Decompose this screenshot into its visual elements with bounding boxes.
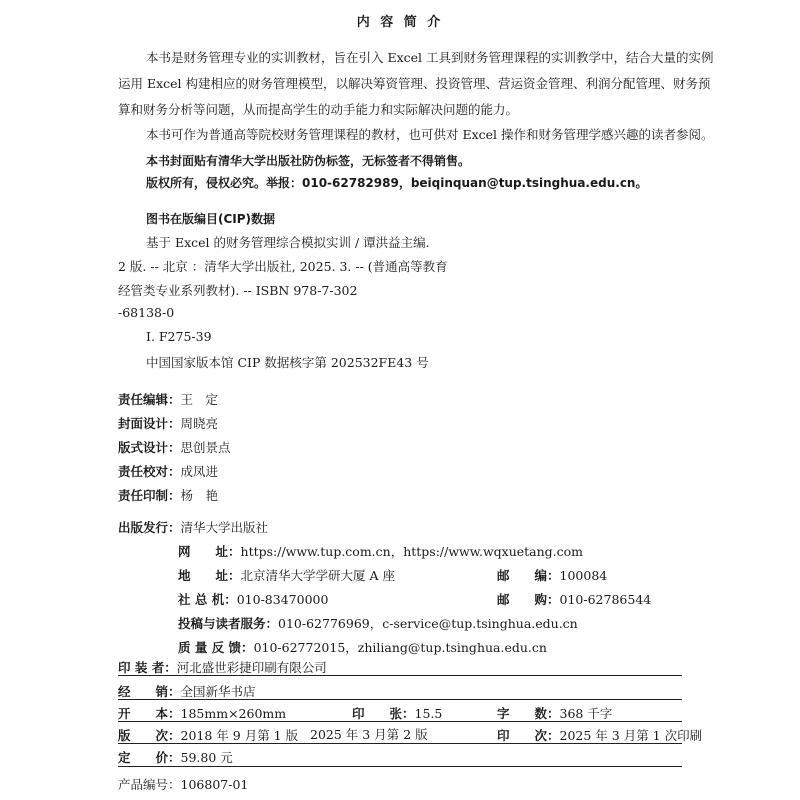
product-code-label: 产品编号： xyxy=(118,777,181,792)
sheets-row xyxy=(352,703,442,722)
divider-line xyxy=(118,766,682,767)
intro-line-3: 算和财务分析等问题，从而提高学生的动手能力和实际解决问题的能力。 xyxy=(118,102,519,117)
printing-row xyxy=(497,725,702,744)
format-value: 185mm×260mm xyxy=(180,706,287,721)
cip-line-2: 2 版. -- 北京 ：清华大学出版社, 2025. 3. -- (普通高等教育 xyxy=(118,259,448,274)
address-value: 北京清华大学学研大厦 A 座 xyxy=(240,568,395,583)
credit-cover-design xyxy=(118,413,218,432)
website-label: 网 址： xyxy=(178,544,241,559)
product-code-row xyxy=(118,774,248,793)
edition-label: 版 次： xyxy=(118,728,181,743)
cip-line-3: 经管类专业系列教材). -- ISBN 978-7-302 xyxy=(118,283,358,298)
divider-line xyxy=(118,699,682,700)
credit-proofreader xyxy=(118,461,218,480)
contrib-value: 010-62776969，c-service@tup.tsinghua.edu.cn xyxy=(278,616,578,631)
contrib-label: 投稿与读者服务： xyxy=(178,616,279,631)
edition-row xyxy=(118,725,298,744)
distributor-label: 经 销： xyxy=(118,684,181,699)
credit-label: 责任编辑： xyxy=(118,392,181,407)
quality-label: 质 量 反 馈： xyxy=(178,640,254,655)
website-value: https://www.tup.com.cn，https://www.wqxuetang.com xyxy=(240,544,584,559)
divider-line xyxy=(118,743,682,744)
intro-paragraph-2: 本书可作为普通高等院校财务管理课程的教材，也可供对 Excel 操作和财务管理学感兴趣的读者参阅。 xyxy=(146,127,714,142)
zip-row xyxy=(497,565,607,584)
intro-line-1: 本书是财务管理专业的实训教材，旨在引入 Excel 工具到财务管理课程的实训教学中，结合大量的实例 xyxy=(146,50,714,65)
words-label: 字 数： xyxy=(497,706,560,721)
quality-value: 010-62772015，zhiliang@tup.tsinghua.edu.cn xyxy=(253,640,547,655)
quality-row xyxy=(178,637,547,656)
sheets-value: 15.5 xyxy=(414,706,443,721)
website-row xyxy=(178,541,583,560)
credit-printing xyxy=(118,485,218,504)
printer-row xyxy=(118,657,327,676)
format-row xyxy=(118,703,286,722)
address-row xyxy=(178,565,395,584)
format-label: 开 本： xyxy=(118,706,181,721)
mail-order-row xyxy=(497,589,651,608)
product-code-value: 106807-01 xyxy=(180,777,249,792)
words-row xyxy=(497,703,612,722)
publisher-row xyxy=(118,517,268,536)
cip-line-6: 中国国家版本馆 CIP 数据核字第 202532FE43 号 xyxy=(146,355,429,370)
intro-line-2: 运用 Excel 构建相应的财务管理模型，以解决筹资管理、投资管理、营运资金管理、利润分配管理、财务预 xyxy=(118,76,711,91)
anti-counterfeit-notice: 本书封面贴有清华大学出版社防伪标签，无标签者不得销售。 xyxy=(146,154,471,168)
credit-value: 杨 艳 xyxy=(180,488,219,503)
credit-label: 责任校对： xyxy=(118,464,181,479)
publisher-name: 清华大学出版社 xyxy=(180,520,269,535)
credit-label: 责任印制： xyxy=(118,488,181,503)
credit-value: 王 定 xyxy=(180,392,219,407)
distributor-value: 全国新华书店 xyxy=(180,684,256,699)
credit-editor xyxy=(118,389,218,408)
publisher-label: 出版发行： xyxy=(118,520,181,535)
credit-value: 成凤进 xyxy=(180,464,219,479)
edition-value-2: 2025 年 3 月第 2 版 xyxy=(310,727,428,742)
page-title: 内 容 简 介 xyxy=(356,15,444,30)
cip-heading: 图书在版编目(CIP)数据 xyxy=(146,212,276,226)
price-row xyxy=(118,747,233,766)
mail-order-label: 邮 购： xyxy=(497,592,560,607)
sheets-label: 印 张： xyxy=(352,706,415,721)
cip-line-1: 基于 Excel 的财务管理综合模拟实训 / 谭洪益主编. xyxy=(146,235,430,250)
divider-line xyxy=(118,721,682,722)
credit-value: 思创景点 xyxy=(180,440,231,455)
price-label: 定 价： xyxy=(118,750,181,765)
edition-value-1: 2018 年 9 月第 1 版 xyxy=(180,728,299,743)
price-value: 59.80 元 xyxy=(180,750,233,765)
printing-value: 2025 年 3 月第 1 次印刷 xyxy=(559,728,703,743)
contrib-row xyxy=(178,613,578,632)
credit-label: 封面设计： xyxy=(118,416,181,431)
divider-line xyxy=(118,675,682,676)
credit-layout-design xyxy=(118,437,231,456)
zip-value: 100084 xyxy=(559,568,608,583)
zip-label: 邮 编： xyxy=(497,568,560,583)
cip-line-5: Ⅰ. F275-39 xyxy=(146,329,212,344)
phone-row xyxy=(178,589,328,608)
printer-label: 印 装 者： xyxy=(118,660,177,675)
credit-value: 周晓亮 xyxy=(180,416,219,431)
address-label: 地 址： xyxy=(178,568,241,583)
phone-label: 社 总 机： xyxy=(178,592,237,607)
cip-line-4: -68138-0 xyxy=(118,305,175,320)
printer-value: 河北盛世彩捷印刷有限公司 xyxy=(176,660,327,675)
credit-label: 版式设计： xyxy=(118,440,181,455)
printing-label: 印 次： xyxy=(497,728,560,743)
distributor-row xyxy=(118,681,256,700)
words-value: 368 千字 xyxy=(559,706,613,721)
mail-order-value: 010-62786544 xyxy=(559,592,652,607)
phone-value: 010-83470000 xyxy=(236,592,329,607)
copyright-notice: 版权所有，侵权必究。举报：010-62782989，beiqinquan@tup.tsinghua.edu.cn。 xyxy=(146,176,648,190)
